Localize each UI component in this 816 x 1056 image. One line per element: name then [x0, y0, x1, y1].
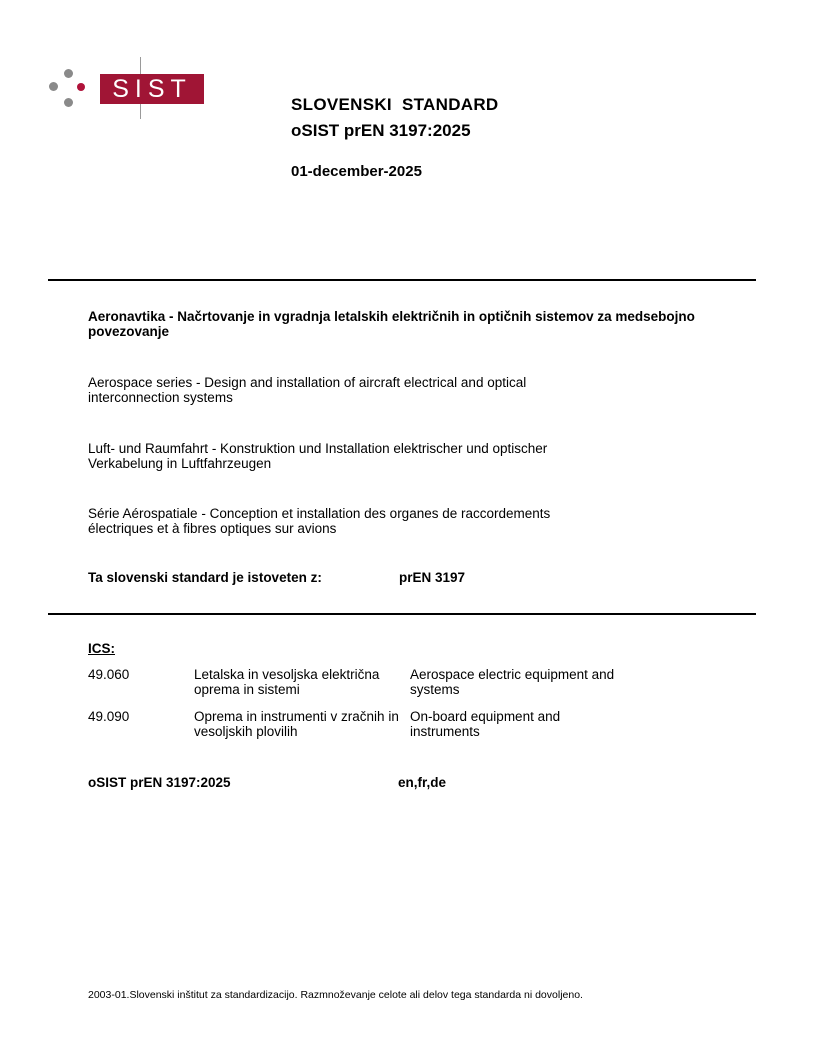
bottom-code: oSIST prEN 3197:2025 [88, 775, 231, 790]
publication-date: 01-december-2025 [291, 163, 422, 180]
copyright-footer: 2003-01.Slovenski inštitut za standardizacijo. Razmnoževanje celote ali delov tega standarda ni dovoljeno. [88, 989, 583, 1001]
identical-label: Ta slovenski standard je istoveten z: [88, 570, 322, 585]
divider-bottom [48, 613, 756, 615]
ics-description-sl: Letalska in vesoljska električna oprema in sistemi [194, 667, 380, 697]
title-english-line1: Aerospace series - Design and installation of aircraft electrical and optical [88, 375, 527, 390]
standard-code: oSIST prEN 3197:2025 [291, 121, 471, 140]
ics-code: 49.090 [88, 709, 130, 724]
logo-dot [49, 82, 58, 91]
sist-logo [46, 62, 206, 122]
logo-dot-accent [77, 83, 85, 91]
identical-statement [88, 570, 738, 585]
ics-description-sl: Oprema in instrumenti v zračnih in vesoljskih plovilih [194, 709, 399, 739]
standard-label: SLOVENSKI STANDARD [291, 95, 499, 114]
divider-top [48, 279, 756, 281]
title-german [88, 441, 738, 471]
logo-dot [64, 98, 73, 107]
logo-dot [64, 69, 73, 78]
bottom-languages: en,fr,de [398, 775, 447, 790]
ics-code: 49.060 [88, 667, 130, 682]
ics-description-en: On-board equipment and instruments [410, 709, 561, 739]
title-english [88, 375, 738, 405]
title-english-line2: interconnection systems [88, 390, 233, 405]
ics-label: ICS: [88, 641, 115, 656]
identical-value: prEN 3197 [399, 570, 466, 585]
bottom-identification [88, 775, 738, 790]
title-french-line2: électriques et à fibres optiques sur avions [88, 521, 337, 536]
title-german-line1: Luft- und Raumfahrt - Konstruktion und Installation elektrischer und optischer [88, 441, 548, 456]
title-slovenian: Aeronavtika - Načrtovanje in vgradnja letalskih električnih in optičnih sistemov za medsebojno povezovanje [88, 309, 695, 339]
title-french [88, 506, 738, 536]
ics-description-en: Aerospace electric equipment and systems [410, 667, 615, 697]
logo-wordmark: SIST [100, 74, 204, 104]
title-french-line1: Série Aérospatiale - Conception et installation des organes de raccordements [88, 506, 551, 521]
title-german-line2: Verkabelung in Luftfahrzeugen [88, 456, 272, 471]
